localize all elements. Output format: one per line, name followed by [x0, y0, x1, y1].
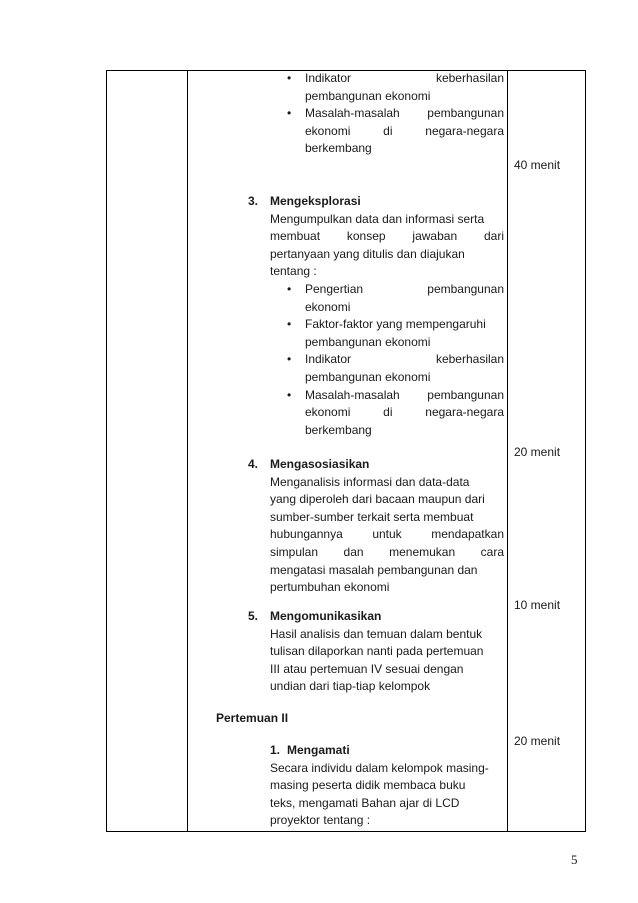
justified-line [305, 105, 504, 121]
text-line: Secara individu dalam kelompok masing- [270, 760, 489, 775]
word: untuk [372, 527, 402, 542]
bullet-icon: • [287, 317, 292, 332]
justified-line [270, 544, 504, 560]
word: konsep [346, 229, 386, 244]
step-title: Mengasosiasikan [270, 457, 370, 471]
step-title: Mengamati [287, 743, 350, 757]
justified-line [305, 351, 504, 367]
text-line: sumber-sumber terkait serta membuat [270, 509, 474, 524]
time-cell: 10 menit [514, 598, 561, 612]
word: hubungannya [270, 527, 343, 542]
text-line: pembangunan ekonomi [305, 88, 431, 103]
word: pembangunan [427, 387, 504, 402]
word: di [383, 123, 393, 138]
word: mendapatkan [431, 527, 504, 542]
text-line: yang diperoleh dari bacaan maupun dari [270, 492, 485, 507]
time-cell: 20 menit [514, 734, 561, 748]
word: Masalah-masalah [305, 106, 400, 121]
word: menemukan [389, 545, 456, 559]
table-right-border [585, 70, 586, 832]
word: ekonomi [305, 123, 351, 138]
justified-line [305, 70, 504, 86]
step-number: 4. [248, 457, 259, 471]
text-line: proyektor tentang : [270, 813, 371, 828]
time-cell: 40 menit [514, 158, 561, 172]
word: ekonomi [305, 405, 351, 420]
bullet-icon: • [287, 106, 292, 121]
text-line: pertumbuhan ekonomi [270, 580, 390, 595]
step-title: Mengomunikasikan [270, 609, 382, 623]
word: negara-negara [425, 123, 504, 138]
step-number: 3. [248, 194, 259, 208]
text-line: masing peserta didik membaca buku [270, 778, 466, 793]
word: jawaban [412, 229, 458, 244]
text-line: III atau pertemuan IV sesuai dengan [270, 661, 464, 676]
text-line: berkembang [305, 141, 372, 156]
justified-line [270, 228, 504, 244]
text-line: teks, mengamati Bahan ajar di LCD [270, 795, 460, 810]
bullet-icon: • [287, 71, 292, 85]
word: keberhasilan [435, 71, 504, 85]
word: dari [483, 229, 504, 244]
text-line: mengatasi masalah pembangunan dan [270, 562, 478, 577]
word: membuat [270, 229, 321, 244]
page-number: 5 [571, 852, 578, 867]
table-bottom-border [106, 831, 586, 832]
text-line: pembangunan ekonomi [305, 334, 431, 349]
text-line: undian dari tiap-tiap kelompok [270, 679, 431, 694]
justified-line [305, 387, 504, 403]
word: cara [480, 545, 504, 559]
text-line: Menganalisis informasi dan data-data [270, 474, 470, 489]
table-left-border [106, 70, 107, 832]
text-line: tulisan dilaporkan nanti pada pertemuan [270, 644, 484, 659]
justified-line [305, 281, 504, 297]
step-title: Mengeksplorasi [270, 194, 361, 208]
time-cell: 20 menit [514, 445, 561, 459]
justified-line [305, 404, 504, 420]
word: Pengertian [305, 282, 364, 296]
word: dan [343, 545, 364, 559]
word: keberhasilan [435, 352, 504, 367]
justified-line [305, 123, 504, 139]
word: simpulan [270, 545, 319, 559]
text-line: Mengumpulkan data dan informasi serta [270, 211, 485, 226]
word: negara-negara [425, 405, 504, 420]
word: di [383, 405, 393, 420]
text-line: pertanyaan yang ditulis dan diajukan [270, 246, 465, 261]
word: Masalah-masalah [305, 387, 400, 402]
text-line: ekonomi [305, 299, 351, 314]
table-column-divider-2 [507, 70, 508, 832]
justified-line [270, 526, 504, 542]
text-line: pembangunan ekonomi [305, 370, 431, 384]
bullet-icon: • [287, 387, 292, 402]
text-line: Hasil analisis dan temuan dalam bentuk [270, 626, 483, 641]
word: Indikator [305, 71, 352, 85]
table-column-divider-1 [187, 70, 188, 832]
bullet-icon: • [287, 282, 292, 296]
bullet-icon: • [287, 352, 292, 367]
word: pembangunan [427, 282, 504, 296]
word: Indikator [305, 352, 352, 367]
step-number: 1. [270, 743, 281, 757]
step-number: 5. [248, 609, 259, 623]
word: pembangunan [427, 106, 504, 121]
text-line: berkembang [305, 422, 372, 437]
meeting-heading: Pertemuan II [216, 711, 289, 725]
text-line: tentang : [270, 264, 317, 279]
text-line: Faktor-faktor yang mempengaruhi [305, 317, 486, 332]
